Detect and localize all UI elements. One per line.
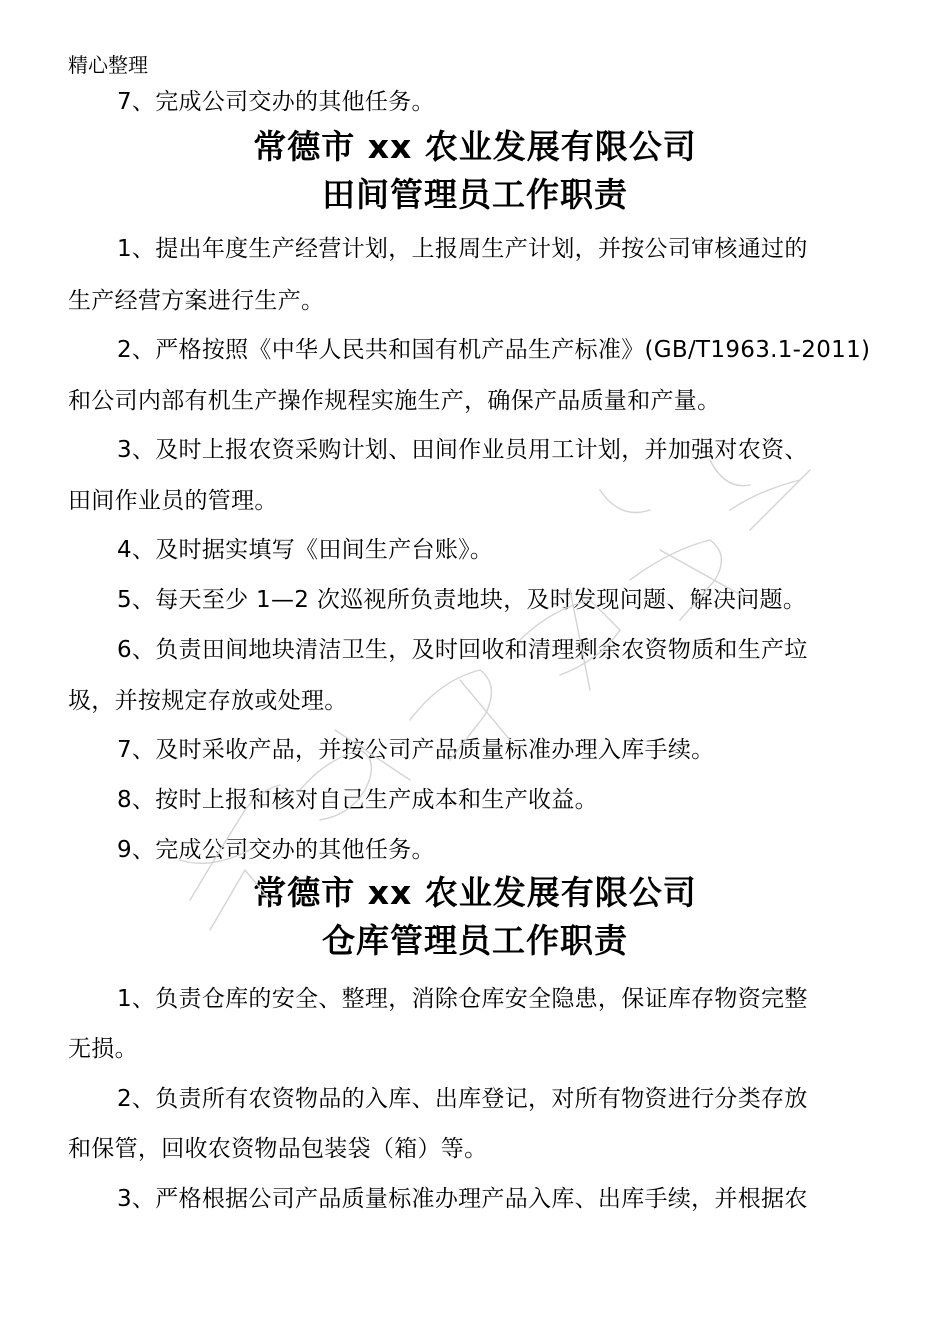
paragraph-line: 圾，并按规定存放或处理。 (68, 688, 348, 714)
paragraph-line: 1、提出年度生产经营计划，上报周生产计划，并按公司审核通过的 (117, 236, 808, 262)
paragraph-line: 2、严格按照《中华人民共和国有机产品生产标准》(GB/T1963.1-2011) (117, 337, 871, 363)
paragraph-line: 1、负责仓库的安全、整理，消除仓库安全隐患，保证库存物资完整 (117, 986, 808, 1012)
company-title: 常德市 xx 农业发展有限公司 (253, 127, 697, 166)
paragraph-line: 田间作业员的管理。 (68, 488, 278, 514)
section-title-field-manager: 田间管理员工作职责 (322, 175, 628, 214)
paragraph-line: 5、每天至少 1—2 次巡视所负责地块，及时发现问题、解决问题。 (117, 587, 807, 613)
paragraph-line: 生产经营方案进行生产。 (68, 288, 325, 314)
paragraph-line: 和保管，回收农资物品包装袋（箱）等。 (68, 1136, 488, 1162)
paragraph-line: 7、完成公司交办的其他任务。 (117, 89, 435, 115)
paragraph-line: 3、及时上报农资采购计划、田间作业员用工计划，并加强对农资、 (117, 437, 808, 463)
paragraph-line: 3、严格根据公司产品质量标准办理产品入库、出库手续，并根据农 (117, 1186, 808, 1212)
header-note: 精心整理 (68, 53, 148, 77)
paragraph-line: 6、负责田间地块清洁卫生，及时回收和清理剩余农资物质和生产垃 (117, 637, 808, 663)
section-title-warehouse-manager: 仓库管理员工作职责 (322, 921, 628, 960)
paragraph-line: 8、按时上报和核对自己生产成本和生产收益。 (117, 787, 598, 813)
paragraph-line: 和公司内部有机生产操作规程实施生产，确保产品质量和产量。 (68, 388, 721, 414)
paragraph-line: 4、及时据实填写《田间生产台账》。 (117, 537, 494, 563)
paragraph-line: 7、及时采收产品，并按公司产品质量标准办理入库手续。 (117, 737, 715, 763)
company-title: 常德市 xx 农业发展有限公司 (253, 873, 697, 912)
paragraph-line: 2、负责所有农资物品的入库、出库登记，对所有物资进行分类存放 (117, 1086, 808, 1112)
paragraph-line: 无损。 (68, 1036, 138, 1062)
paragraph-line: 9、完成公司交办的其他任务。 (117, 837, 435, 863)
